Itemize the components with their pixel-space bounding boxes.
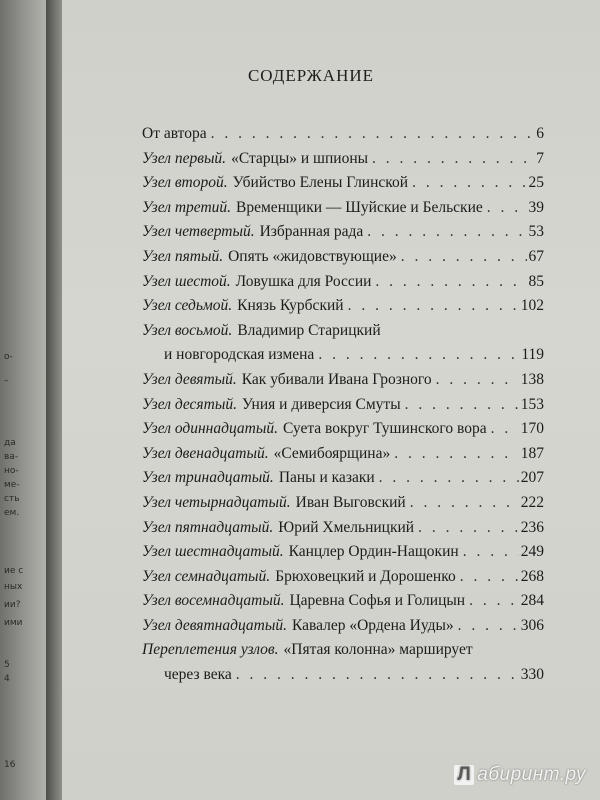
toc-entry-title: Как убивали Ивана Грозного [241, 370, 432, 388]
toc-dot-leader [372, 150, 534, 168]
toc-dot-leader [418, 519, 519, 537]
toc-entry-page: 306 [520, 616, 544, 634]
toc-entry [142, 568, 544, 593]
left-page-fragment: ме- [4, 480, 20, 490]
toc-entry [142, 223, 544, 248]
left-page-fragment: ных [4, 582, 23, 592]
toc-entry [142, 469, 544, 494]
table-of-contents [142, 125, 544, 691]
toc-entry-title: Владимир Старицкий [237, 321, 381, 339]
toc-entry-title: Кавалер «Ордена Иуды» [291, 616, 454, 634]
toc-entry [142, 420, 544, 445]
toc-entry-title-continuation: и новгородская измена [164, 346, 315, 364]
left-page-fragment: но- [4, 466, 19, 476]
toc-entry-title: Ловушка для России [235, 272, 372, 290]
toc-entry-knot: Узел шестнадцатый. [142, 543, 284, 561]
book-page [62, 0, 600, 800]
toc-entry-knot: Узел второй. [142, 174, 228, 192]
toc-entry [142, 396, 544, 421]
toc-entry-page: 138 [520, 370, 544, 388]
toc-entry-title: Царевна Софья и Голицын [289, 592, 466, 610]
toc-entry-title: «Пятая колонна» марширует [283, 641, 473, 659]
left-page-fragment: ими [4, 618, 23, 628]
toc-entry [142, 592, 544, 617]
toc-entry-page: 6 [536, 125, 544, 142]
toc-entry [142, 322, 544, 347]
toc-dot-leader [379, 469, 519, 487]
toc-dot-leader [394, 445, 519, 463]
toc-entry-page: 102 [520, 297, 544, 315]
toc-entry-title-continuation: через века [164, 666, 232, 684]
toc-entry-continuation [142, 346, 544, 371]
toc-dot-leader [458, 617, 519, 635]
toc-entry-page: 222 [520, 493, 544, 511]
toc-entry [142, 248, 544, 273]
toc-dot-leader [469, 592, 519, 610]
toc-entry-knot: Узел десятый. [142, 395, 237, 413]
toc-entry-knot: Узел шестой. [142, 272, 231, 290]
left-page-fragment: да [4, 438, 16, 448]
toc-entry-continuation [142, 666, 544, 691]
toc-entry-page: 249 [520, 543, 544, 561]
toc-dot-leader [348, 297, 519, 315]
toc-entry-title: Канцлер Ордин-Нащокин [288, 543, 459, 561]
toc-entry-page: 7 [536, 149, 544, 167]
left-page-fragment: 16 [4, 760, 16, 770]
toc-entry [142, 371, 544, 396]
toc-entry-knot: Узел семнадцатый. [142, 567, 271, 585]
toc-entry-title: Опять «жидовствующие» [228, 247, 397, 265]
toc-entry-knot: Узел двенадцатый. [142, 444, 269, 462]
toc-entry-page: 207 [520, 469, 544, 487]
toc-entry-title: «Старцы» и шпионы [231, 149, 369, 167]
toc-entry [142, 494, 544, 519]
left-page-edge [0, 0, 46, 800]
toc-entry-page: 119 [521, 346, 544, 364]
toc-entry-page: 268 [520, 567, 544, 585]
toc-entry-knot: Узел девятнадцатый. [142, 616, 287, 634]
toc-entry-knot: Узел восьмой. [142, 321, 233, 339]
toc-dot-leader [367, 223, 526, 241]
toc-entry-knot: Узел третий. [142, 198, 232, 216]
toc-entry-title: Уния и диверсия Смуты [241, 395, 401, 413]
toc-entry [142, 174, 544, 199]
toc-entry-page: 67 [528, 247, 544, 265]
toc-dot-leader [491, 420, 519, 438]
toc-dot-leader [375, 273, 526, 291]
watermark-text: абиринт.ру [477, 764, 586, 785]
toc-entry-title: Брюховецкий и Дорошенко [275, 567, 456, 585]
toc-entry-title: Иван Выговский [295, 493, 406, 511]
toc-entry-page: 330 [520, 666, 544, 684]
toc-dot-leader [401, 248, 527, 266]
toc-entry [142, 445, 544, 470]
toc-entry-page: 85 [528, 272, 544, 290]
toc-entry-knot: Узел одиннадцатый. [142, 420, 278, 438]
toc-dot-leader [236, 666, 519, 684]
toc-entry-knot: Переплетения узлов. [142, 641, 279, 659]
left-page-fragment: ва- [4, 452, 19, 462]
left-page-fragment: 4 [4, 674, 10, 684]
labirint-logo-icon: Л [454, 765, 474, 785]
toc-entry [142, 297, 544, 322]
toc-entry-knot: Узел пятнадцатый. [142, 518, 274, 536]
toc-entry-title: Убийство Елены Глинской [232, 174, 409, 192]
toc-dot-leader [436, 371, 519, 389]
left-page-fragment: ем. [4, 508, 20, 518]
toc-entry-page: 53 [528, 223, 544, 241]
toc-entry [142, 199, 544, 224]
left-page-fragment: сть [4, 494, 20, 504]
toc-entry-title: Суета вокруг Тушинского вора [282, 420, 487, 438]
toc-entry-page: 39 [528, 198, 544, 216]
left-page-fragment: ии? [4, 600, 21, 610]
toc-entry-page: 170 [520, 420, 544, 438]
toc-entry-title: Юрий Хмельницкий [278, 518, 415, 536]
toc-dot-leader [318, 346, 519, 364]
left-page-fragment: 5 [4, 660, 10, 670]
toc-entry-title: Князь Курбский [237, 297, 344, 315]
toc-entry [142, 641, 544, 666]
toc-entry-page: 187 [520, 444, 544, 462]
toc-entry-title: «Семибоярщина» [273, 444, 391, 462]
toc-dot-leader [463, 543, 519, 561]
toc-entry-knot: Узел первый. [142, 149, 227, 167]
toc-entry-title: Избранная рада [259, 223, 364, 241]
toc-entry-title: Паны и казаки [278, 469, 375, 487]
toc-entry [142, 125, 544, 150]
toc-entry [142, 273, 544, 298]
toc-dot-leader [460, 568, 519, 586]
toc-entry-knot: Узел седьмой. [142, 297, 233, 315]
toc-entry [142, 543, 544, 568]
toc-entry-page: 25 [528, 174, 544, 192]
left-page-fragment: о- [4, 352, 13, 362]
toc-entry [142, 617, 544, 642]
toc-dot-leader [211, 125, 535, 143]
toc-entry-page: 236 [520, 518, 544, 536]
left-page-fragment: ие с [4, 566, 24, 576]
toc-entry-page: 153 [520, 395, 544, 413]
toc-dot-leader [410, 494, 519, 512]
toc-dot-leader [405, 396, 519, 414]
toc-entry-knot: Узел девятый. [142, 370, 237, 388]
toc-entry-page: 284 [520, 592, 544, 610]
toc-entry-knot: Узел четвертый. [142, 223, 255, 241]
toc-entry-knot: Узел восемнадцатый. [142, 592, 285, 610]
toc-entry [142, 519, 544, 544]
toc-entry-knot: Узел пятый. [142, 247, 224, 265]
left-page-fragment: – [4, 376, 9, 386]
toc-entry-title: От автора [142, 125, 207, 142]
toc-entry-knot: Узел тринадцатый. [142, 469, 274, 487]
toc-entry-title: Временщики — Шуйские и Бельские [236, 198, 483, 216]
toc-dot-leader [487, 199, 527, 217]
toc-entry-knot: Узел четырнадцатый. [142, 493, 291, 511]
toc-dot-leader [412, 174, 526, 192]
page-title: СОДЕРЖАНИЕ [247, 66, 375, 85]
toc-entry [142, 150, 544, 175]
labirint-watermark [454, 764, 586, 786]
